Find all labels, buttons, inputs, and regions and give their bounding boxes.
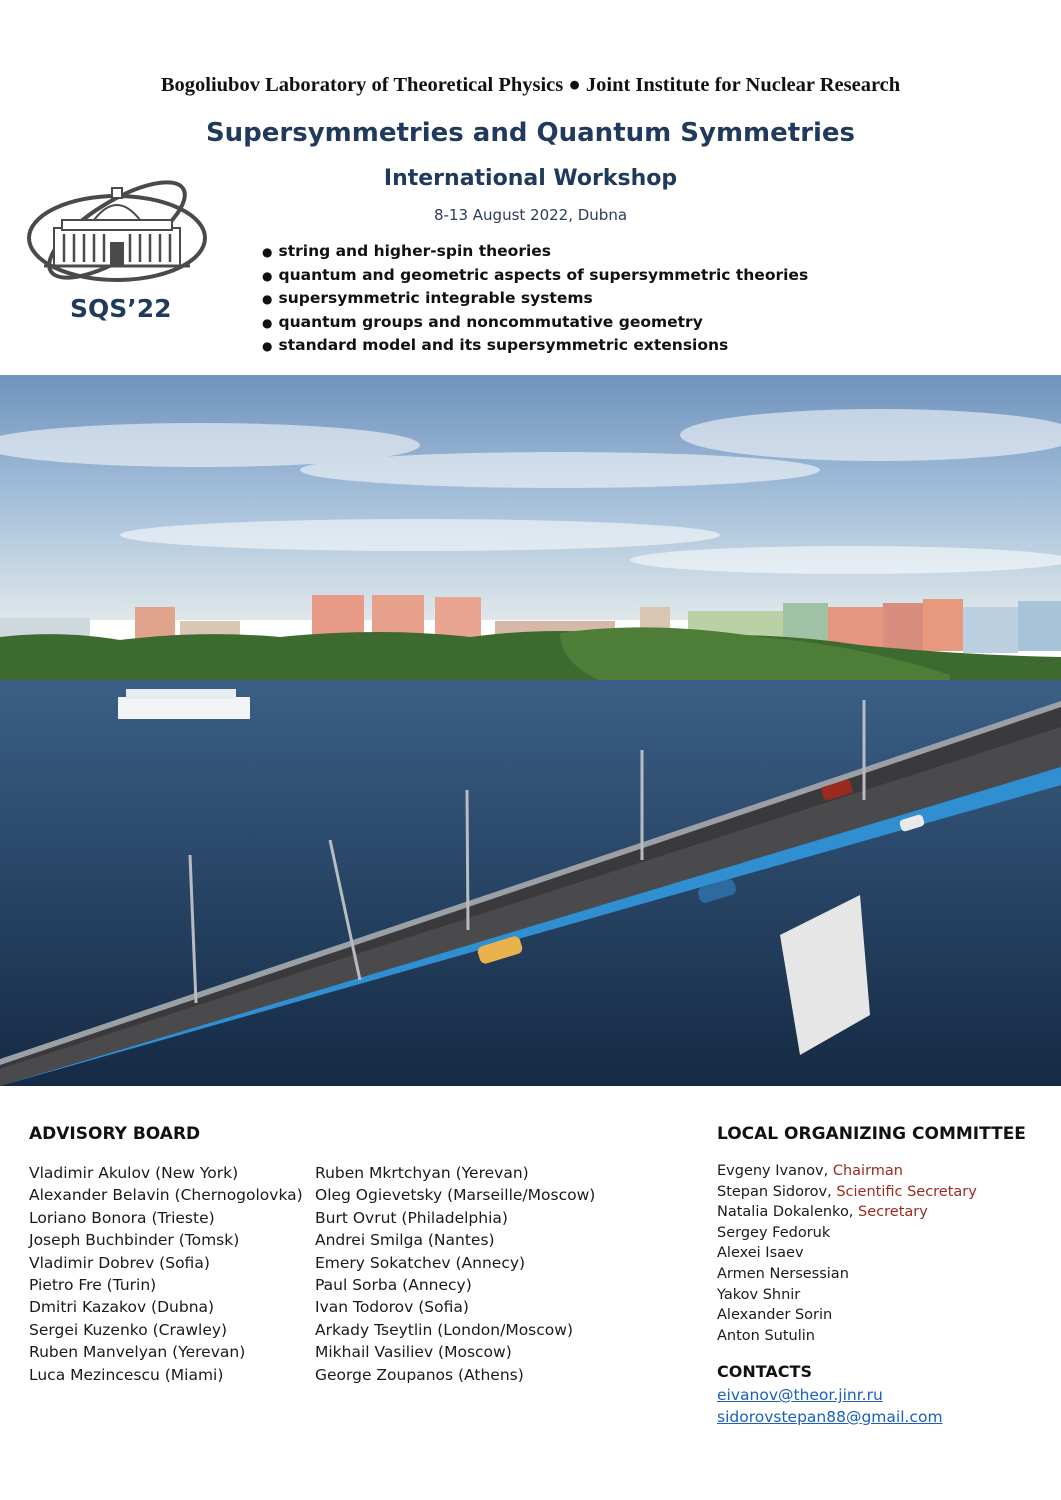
advisory-board-title: ADVISORY BOARD xyxy=(29,1124,201,1144)
workshop-subtitle: International Workshop xyxy=(383,166,678,191)
list-item: Luca Mezincescu (Miami) xyxy=(29,1365,224,1384)
dubna-bridge-photo xyxy=(0,375,1061,1086)
list-item: Sergei Kuzenko (Crawley) xyxy=(29,1320,228,1339)
list-item: George Zoupanos (Athens) xyxy=(315,1365,524,1384)
jinr-atom-building-logo-icon xyxy=(24,168,210,288)
list-item: Emery Sokatchev (Annecy) xyxy=(315,1253,526,1272)
topic-item: ● string and higher-spin theories xyxy=(262,240,808,264)
list-item: Sergey Fedoruk xyxy=(717,1224,831,1241)
advisory-board-col1 xyxy=(29,1162,303,1386)
member-name: Stepan Sidorov, xyxy=(717,1183,832,1200)
list-item: Alexander Belavin (Chernogolovka) xyxy=(29,1186,303,1205)
contacts-title: CONTACTS xyxy=(717,1362,812,1381)
local-committee-title: LOCAL ORGANIZING COMMITTEE xyxy=(717,1124,1026,1144)
list-item: Arkady Tseytlin (London/Moscow) xyxy=(315,1320,573,1339)
member-role: Secretary xyxy=(858,1204,928,1221)
list-item: Yakov Shnir xyxy=(717,1286,801,1303)
list-item: Mikhail Vasiliev (Moscow) xyxy=(315,1343,512,1362)
advisory-board-col2 xyxy=(315,1162,595,1386)
email-link-ivanov[interactable]: eivanov@theor.jinr.ru xyxy=(717,1386,883,1404)
local-committee-list xyxy=(717,1161,977,1346)
contacts-list xyxy=(717,1384,943,1428)
list-item: Loriano Bonora (Trieste) xyxy=(29,1208,215,1227)
list-item: Andrei Smilga (Nantes) xyxy=(315,1231,495,1250)
committee-secretary xyxy=(717,1202,977,1223)
institution-header: Bogoliubov Laboratory of Theoretical Physics ● Joint Institute for Nuclear Research xyxy=(160,74,901,96)
topic-item: ● quantum and geometric aspects of supersymmetric theories xyxy=(262,264,808,288)
list-item: Ruben Manvelyan (Yerevan) xyxy=(29,1343,246,1362)
list-item: Burt Ovrut (Philadelphia) xyxy=(315,1208,508,1227)
list-item: Oleg Ogievetsky (Marseille/Moscow) xyxy=(315,1186,596,1205)
topic-item: ● quantum groups and noncommutative geometry xyxy=(262,311,808,335)
member-role: Chairman xyxy=(832,1163,903,1179)
member-role: Scientific Secretary xyxy=(836,1183,977,1200)
list-item: Alexei Isaev xyxy=(717,1245,804,1262)
workshop-title: Supersymmetries and Quantum Symmetries xyxy=(205,118,856,148)
topic-item: ● supersymmetric integrable systems xyxy=(262,287,808,311)
topic-item: ● standard model and its supersymmetric extensions xyxy=(262,334,808,358)
topics-list xyxy=(262,240,808,358)
list-item: Pietro Fre (Turin) xyxy=(29,1276,157,1295)
list-item: Ivan Todorov (Sofia) xyxy=(315,1298,469,1317)
list-item: Vladimir Dobrev (Sofia) xyxy=(29,1253,210,1272)
list-item: Paul Sorba (Annecy) xyxy=(315,1276,472,1295)
list-item: Ruben Mkrtchyan (Yerevan) xyxy=(315,1164,529,1182)
list-item: Joseph Buchbinder (Tomsk) xyxy=(29,1231,240,1250)
member-name: Evgeny Ivanov, xyxy=(717,1163,829,1179)
email-link-sidorov[interactable]: sidorovstepan88@gmail.com xyxy=(717,1408,943,1426)
list-item: Vladimir Akulov (New York) xyxy=(29,1164,239,1182)
workshop-date: 8-13 August 2022, Dubna xyxy=(433,206,628,224)
logo-label: SQS’22 xyxy=(70,294,172,323)
list-item: Armen Nersessian xyxy=(717,1265,849,1282)
list-item: Alexander Sorin xyxy=(717,1307,833,1324)
member-name: Natalia Dokalenko, xyxy=(717,1204,854,1221)
list-item: Dmitri Kazakov (Dubna) xyxy=(29,1298,215,1317)
committee-sci-secretary xyxy=(717,1182,977,1203)
list-item: Anton Sutulin xyxy=(717,1327,815,1344)
committee-chair xyxy=(717,1161,977,1182)
